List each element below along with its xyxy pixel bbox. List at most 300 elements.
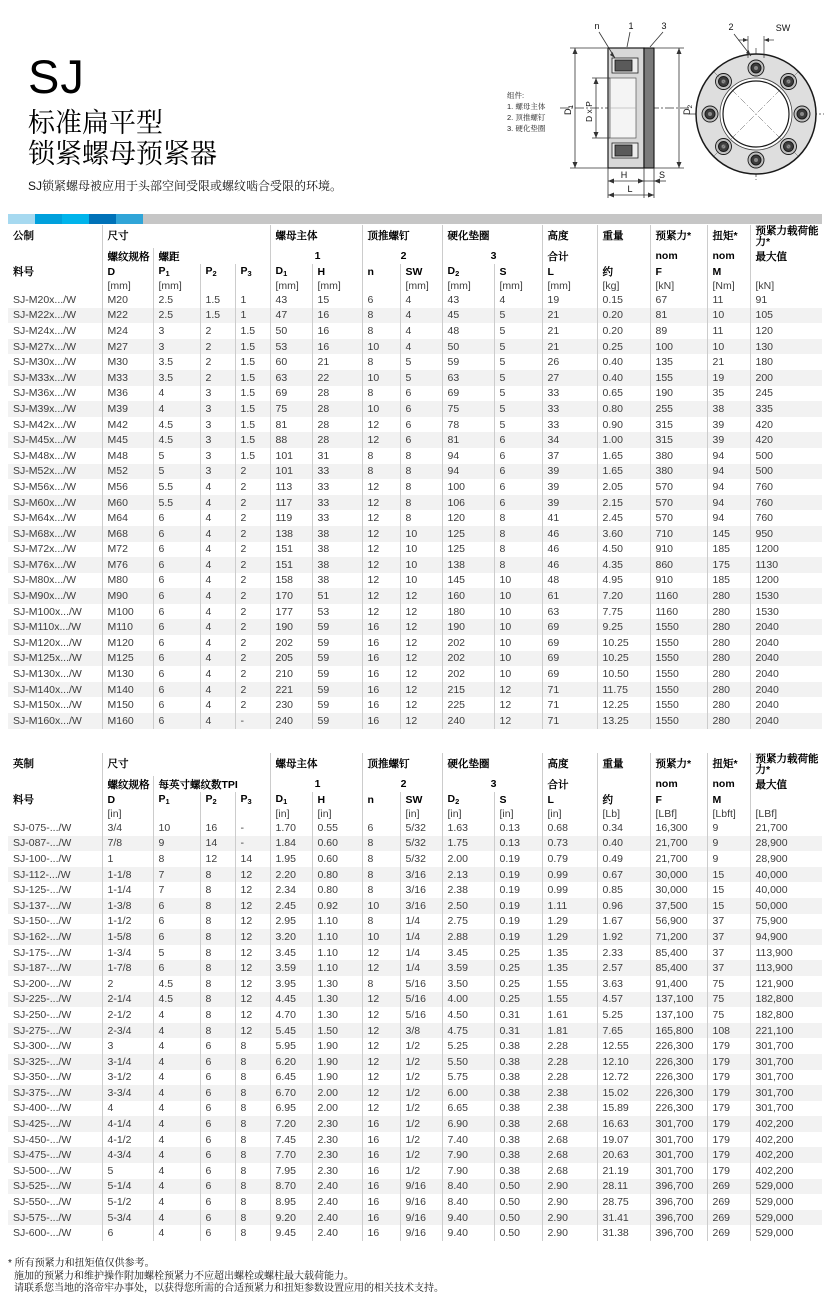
label-d2: $D_2$: [682, 104, 694, 115]
part-number: SJ-M45x.../W: [13, 434, 77, 447]
value-cell: 10: [707, 339, 750, 355]
column-header: $D_2$: [442, 264, 494, 279]
value-cell: 1.55: [542, 976, 597, 992]
value-cell: 179: [707, 1116, 750, 1132]
column-header: S: [494, 792, 542, 807]
value-cell: 5.45: [270, 1023, 312, 1039]
value-cell: 12: [235, 1023, 270, 1039]
value-cell: 75: [707, 976, 750, 992]
value-cell: 69: [270, 386, 312, 402]
value-cell: 0.38: [494, 1132, 542, 1148]
value-cell: 2.33: [597, 945, 650, 961]
value-cell: 1/4: [400, 914, 442, 930]
unit-label: [in]: [494, 807, 542, 820]
value-cell: 301,700: [750, 1101, 822, 1117]
value-cell: 7.45: [270, 1132, 312, 1148]
part-number: SJ-M160x.../W: [13, 714, 82, 727]
value-cell: 12.55: [597, 1038, 650, 1054]
value-cell: -: [235, 713, 270, 729]
value-cell: 12: [235, 960, 270, 976]
value-cell: 3/4: [102, 820, 153, 836]
value-cell: 8: [494, 557, 542, 573]
value-cell: 1-7/8: [102, 960, 153, 976]
column-header: S: [494, 264, 542, 279]
part-number: SJ-275-.../W: [13, 1024, 72, 1037]
value-cell: 2040: [750, 697, 822, 713]
value-cell: 135: [650, 354, 707, 370]
column-header: $P_1$: [153, 264, 200, 279]
column-header: F: [650, 792, 707, 807]
value-cell: 21: [542, 308, 597, 324]
value-cell: 12: [235, 929, 270, 945]
value-cell: 1/2: [400, 1070, 442, 1086]
value-cell: 170: [270, 588, 312, 604]
value-cell: 2.90: [542, 1194, 597, 1210]
value-cell: 380: [650, 464, 707, 480]
value-cell: 1.5: [235, 354, 270, 370]
value-cell: 3: [200, 448, 235, 464]
value-cell: 6: [200, 1132, 235, 1148]
value-cell: 402,200: [750, 1163, 822, 1179]
value-cell: 30,000: [650, 867, 707, 883]
value-cell: 0.99: [542, 867, 597, 883]
value-cell: 0.15: [597, 292, 650, 308]
column-header: $D_2$: [442, 792, 494, 807]
value-cell: 60: [270, 354, 312, 370]
value-cell: 1550: [650, 682, 707, 698]
value-cell: 0.80: [312, 882, 362, 898]
table-row: [8, 308, 822, 324]
value-cell: 15: [707, 882, 750, 898]
value-cell: 185: [707, 542, 750, 558]
unit-label: [235, 807, 270, 820]
value-cell: 12.10: [597, 1054, 650, 1070]
value-cell: 5: [494, 339, 542, 355]
table-row: [8, 401, 822, 417]
table-row: [8, 992, 822, 1008]
value-cell: 2040: [750, 713, 822, 729]
value-cell: 0.19: [494, 851, 542, 867]
value-cell: 8: [400, 495, 442, 511]
part-number: SJ-087-.../W: [13, 837, 72, 850]
value-cell: 12: [362, 526, 400, 542]
value-cell: 30,000: [650, 882, 707, 898]
value-cell: 101: [270, 448, 312, 464]
unit-label: [in]: [442, 807, 494, 820]
value-cell: 5: [400, 354, 442, 370]
value-cell: 2: [235, 557, 270, 573]
value-cell: 1/4: [400, 945, 442, 961]
subtitle-line-2: 锁紧螺母预紧器: [28, 139, 217, 169]
value-cell: 8.70: [270, 1179, 312, 1195]
column-header: $P_2$: [200, 792, 235, 807]
value-cell: 53: [312, 604, 362, 620]
part-number: SJ-100-.../W: [13, 852, 72, 865]
table-row: [8, 386, 822, 402]
value-cell: 0.50: [494, 1179, 542, 1195]
group-nut-body: 螺母主体: [270, 225, 362, 248]
value-cell: 59: [312, 619, 362, 635]
value-cell: 529,000: [750, 1194, 822, 1210]
value-cell: 8: [235, 1179, 270, 1195]
part-number: SJ-M36x.../W: [13, 387, 77, 400]
unit-label: [mm]: [442, 279, 494, 292]
value-cell: 4: [200, 713, 235, 729]
value-cell: 12: [362, 432, 400, 448]
value-cell: 8: [362, 448, 400, 464]
value-cell: 1/4: [400, 929, 442, 945]
value-cell: 15.89: [597, 1101, 650, 1117]
value-cell: 37: [542, 448, 597, 464]
value-cell: 269: [707, 1210, 750, 1226]
value-cell: 6.90: [442, 1116, 494, 1132]
value-cell: 1-1/2: [102, 914, 153, 930]
value-cell: 1.5: [235, 417, 270, 433]
value-cell: 3.20: [270, 929, 312, 945]
value-cell: 8: [362, 323, 400, 339]
value-cell: 1160: [650, 604, 707, 620]
value-cell: 16.63: [597, 1116, 650, 1132]
value-cell: 9/16: [400, 1225, 442, 1241]
value-cell: 1130: [750, 557, 822, 573]
value-cell: 226,300: [650, 1085, 707, 1101]
value-cell: M30: [102, 354, 153, 370]
value-cell: 1.5: [200, 292, 235, 308]
value-cell: 6: [400, 401, 442, 417]
value-cell: 12: [362, 1054, 400, 1070]
value-cell: 12: [235, 945, 270, 961]
value-cell: 6: [153, 697, 200, 713]
value-cell: 15: [707, 898, 750, 914]
value-cell: 113,900: [750, 945, 822, 961]
value-cell: 6: [200, 1054, 235, 1070]
value-cell: 20.63: [597, 1147, 650, 1163]
value-cell: 2: [200, 354, 235, 370]
value-cell: 396,700: [650, 1210, 707, 1226]
value-cell: 8: [200, 914, 235, 930]
value-cell: 6.95: [270, 1101, 312, 1117]
value-cell: 4.5: [153, 976, 200, 992]
part-number: SJ-475-.../W: [13, 1149, 72, 1162]
value-cell: 4: [153, 1132, 200, 1148]
value-cell: 5.5: [153, 479, 200, 495]
column-header: $P_3$: [235, 792, 270, 807]
value-cell: 31.38: [597, 1225, 650, 1241]
table-row: [8, 882, 822, 898]
value-cell: 94: [707, 495, 750, 511]
value-cell: 21: [707, 354, 750, 370]
value-cell: 39: [707, 417, 750, 433]
value-cell: 202: [442, 651, 494, 667]
value-cell: 6: [400, 386, 442, 402]
part-number: SJ-137-.../W: [13, 899, 72, 912]
value-cell: 1: [102, 851, 153, 867]
value-cell: 3/16: [400, 867, 442, 883]
value-cell: 182,800: [750, 1007, 822, 1023]
value-cell: 760: [750, 510, 822, 526]
value-cell: 151: [270, 557, 312, 573]
value-cell: 5-1/2: [102, 1194, 153, 1210]
label-l: L: [627, 184, 633, 194]
value-cell: 2.68: [542, 1147, 597, 1163]
value-cell: 16: [362, 666, 400, 682]
value-cell: 420: [750, 417, 822, 433]
table-row: [8, 1007, 822, 1023]
value-cell: 180: [750, 354, 822, 370]
value-cell: 0.25: [494, 960, 542, 976]
value-cell: 0.79: [542, 851, 597, 867]
value-cell: 6: [200, 1147, 235, 1163]
value-cell: 570: [650, 510, 707, 526]
value-cell: 0.38: [494, 1116, 542, 1132]
value-cell: 5/32: [400, 820, 442, 836]
part-number: SJ-M52x.../W: [13, 465, 77, 478]
value-cell: 100: [442, 479, 494, 495]
value-cell: 2: [235, 682, 270, 698]
value-cell: 8: [362, 882, 400, 898]
value-cell: 1.00: [597, 432, 650, 448]
value-cell: 2.15: [597, 495, 650, 511]
value-cell: 145: [707, 526, 750, 542]
value-cell: 5: [494, 386, 542, 402]
value-cell: 4: [153, 1038, 200, 1054]
value-cell: 5/32: [400, 836, 442, 852]
value-cell: 1-1/4: [102, 882, 153, 898]
value-cell: 8: [400, 510, 442, 526]
value-cell: 9: [153, 836, 200, 852]
value-cell: 4-3/4: [102, 1147, 153, 1163]
value-cell: 12: [362, 510, 400, 526]
value-cell: 4: [102, 1101, 153, 1117]
value-cell: 2.20: [270, 867, 312, 883]
value-cell: 69: [542, 635, 597, 651]
value-cell: 69: [542, 651, 597, 667]
value-cell: 8: [362, 308, 400, 324]
column-header: H: [312, 792, 362, 807]
value-cell: 3.45: [442, 945, 494, 961]
part-number: SJ-200-.../W: [13, 977, 72, 990]
value-cell: 402,200: [750, 1132, 822, 1148]
label-2: 2: [728, 22, 734, 32]
value-cell: 6: [400, 417, 442, 433]
value-cell: 2040: [750, 651, 822, 667]
group-torque: 扭矩*: [707, 225, 750, 248]
value-cell: 22: [312, 370, 362, 386]
value-cell: 12: [400, 635, 442, 651]
part-number: SJ-M56x.../W: [13, 480, 77, 493]
value-cell: 4: [400, 339, 442, 355]
value-cell: 4: [153, 1054, 200, 1070]
column-header: $P_1$: [153, 792, 200, 807]
value-cell: 179: [707, 1070, 750, 1086]
value-cell: 2: [235, 542, 270, 558]
value-cell: 2: [235, 573, 270, 589]
value-cell: 1.90: [312, 1070, 362, 1086]
value-cell: 10: [494, 651, 542, 667]
value-cell: 255: [650, 401, 707, 417]
value-cell: 2.40: [312, 1179, 362, 1195]
value-cell: 6.70: [270, 1085, 312, 1101]
value-cell: 0.25: [597, 339, 650, 355]
value-cell: 6.00: [442, 1085, 494, 1101]
value-cell: 8: [200, 960, 235, 976]
value-cell: 9: [707, 820, 750, 836]
part-number: SJ-M48x.../W: [13, 449, 77, 462]
value-cell: 28,900: [750, 836, 822, 852]
value-cell: 7: [153, 882, 200, 898]
subgroup-header-row: [8, 248, 822, 264]
value-cell: 0.38: [494, 1038, 542, 1054]
value-cell: 0.19: [494, 882, 542, 898]
value-cell: M130: [102, 666, 153, 682]
part-number: SJ-M72x.../W: [13, 543, 77, 556]
value-cell: 108: [707, 1023, 750, 1039]
value-cell: 2.40: [312, 1194, 362, 1210]
value-cell: 280: [707, 697, 750, 713]
part-number: SJ-162-.../W: [13, 930, 72, 943]
subgroup-torque-nom: nom: [707, 776, 750, 792]
value-cell: 0.38: [494, 1054, 542, 1070]
value-cell: 113: [270, 479, 312, 495]
value-cell: 12: [400, 713, 442, 729]
group-weight: 重量: [597, 753, 650, 776]
column-header: 料号: [13, 266, 34, 278]
value-cell: 12: [362, 992, 400, 1008]
value-cell: 3.60: [597, 526, 650, 542]
group-capacity: 预紧力载荷能力*: [750, 753, 822, 776]
value-cell: 15: [312, 292, 362, 308]
value-cell: 760: [750, 479, 822, 495]
value-cell: 4: [200, 495, 235, 511]
column-header: M: [707, 264, 750, 279]
value-cell: 1: [235, 308, 270, 324]
value-cell: 75: [707, 1007, 750, 1023]
value-cell: 16: [312, 339, 362, 355]
value-cell: 4: [153, 1163, 200, 1179]
unit-label: [Nm]: [707, 279, 750, 292]
value-cell: 6: [200, 1210, 235, 1226]
part-number: SJ-400-.../W: [13, 1102, 72, 1115]
value-cell: 7.65: [597, 1023, 650, 1039]
column-header: $P_3$: [235, 264, 270, 279]
value-cell: 10.50: [597, 666, 650, 682]
value-cell: 4: [494, 292, 542, 308]
part-number: SJ-225-.../W: [13, 993, 72, 1006]
value-cell: 529,000: [750, 1225, 822, 1241]
value-cell: 12: [362, 1070, 400, 1086]
value-cell: 529,000: [750, 1210, 822, 1226]
value-cell: 8: [200, 976, 235, 992]
value-cell: 9/16: [400, 1194, 442, 1210]
unit-label: [kN]: [750, 279, 822, 292]
value-cell: 12: [362, 1038, 400, 1054]
value-cell: 2.38: [442, 882, 494, 898]
value-cell: 2040: [750, 682, 822, 698]
value-cell: 59: [312, 682, 362, 698]
part-number: SJ-350-.../W: [13, 1071, 72, 1084]
value-cell: M52: [102, 464, 153, 480]
value-cell: 760: [750, 495, 822, 511]
value-cell: 71: [542, 697, 597, 713]
value-cell: 37: [707, 929, 750, 945]
part-number: SJ-M90x.../W: [13, 590, 77, 603]
value-cell: 5.75: [442, 1070, 494, 1086]
value-cell: 402,200: [750, 1147, 822, 1163]
value-cell: 10: [362, 401, 400, 417]
value-cell: 2.95: [270, 914, 312, 930]
part-number: SJ-M130x.../W: [13, 668, 82, 681]
value-cell: 301,700: [650, 1163, 707, 1179]
value-cell: 33: [312, 464, 362, 480]
value-cell: 12: [400, 682, 442, 698]
value-cell: 8.95: [270, 1194, 312, 1210]
value-cell: 4.50: [442, 1007, 494, 1023]
value-cell: 37,500: [650, 898, 707, 914]
label-h: H: [620, 170, 628, 180]
value-cell: 6: [153, 526, 200, 542]
value-cell: 1.90: [312, 1054, 362, 1070]
value-cell: 6: [200, 1163, 235, 1179]
unit-label: [Lbft]: [707, 807, 750, 820]
table-row: [8, 557, 822, 573]
value-cell: 120: [442, 510, 494, 526]
value-cell: 860: [650, 557, 707, 573]
subgroup-header-row: [8, 776, 822, 792]
column-header: SW: [400, 792, 442, 807]
table-row: [8, 1132, 822, 1148]
column-header-row: [8, 792, 822, 807]
value-cell: 88: [270, 432, 312, 448]
value-cell: M72: [102, 542, 153, 558]
value-cell: 4.5: [153, 992, 200, 1008]
value-cell: 6: [102, 1225, 153, 1241]
value-cell: 8.40: [442, 1179, 494, 1195]
value-cell: 179: [707, 1101, 750, 1117]
column-header: [750, 264, 822, 279]
value-cell: 158: [270, 573, 312, 589]
value-cell: 71: [542, 713, 597, 729]
value-cell: 40,000: [750, 882, 822, 898]
value-cell: 190: [650, 386, 707, 402]
value-cell: 0.31: [494, 1007, 542, 1023]
value-cell: 10: [707, 308, 750, 324]
value-cell: 226,300: [650, 1038, 707, 1054]
value-cell: 8: [235, 1210, 270, 1226]
value-cell: 5.95: [270, 1038, 312, 1054]
value-cell: 4: [400, 292, 442, 308]
value-cell: 6.65: [442, 1101, 494, 1117]
value-cell: 50: [270, 323, 312, 339]
value-cell: 1.5: [235, 401, 270, 417]
part-number: SJ-M125x.../W: [13, 652, 82, 665]
table-row: [8, 1163, 822, 1179]
value-cell: 100: [650, 339, 707, 355]
footnote-line: 请联系您当地的洛帝牢办事处，以获得您所需的合适预紧力和扭矩参数设置应用的相关技术支持。: [14, 1283, 444, 1294]
value-cell: 3-1/4: [102, 1054, 153, 1070]
value-cell: 1.5: [235, 370, 270, 386]
value-cell: 710: [650, 526, 707, 542]
value-cell: 0.50: [494, 1210, 542, 1226]
page-title: SJ: [28, 50, 85, 103]
unit-label: [kN]: [650, 279, 707, 292]
table-row: [8, 417, 822, 433]
value-cell: 69: [442, 386, 494, 402]
value-cell: 6: [153, 619, 200, 635]
table-row: [8, 1194, 822, 1210]
value-cell: M24: [102, 323, 153, 339]
value-cell: 1: [235, 292, 270, 308]
value-cell: 21,700: [650, 836, 707, 852]
